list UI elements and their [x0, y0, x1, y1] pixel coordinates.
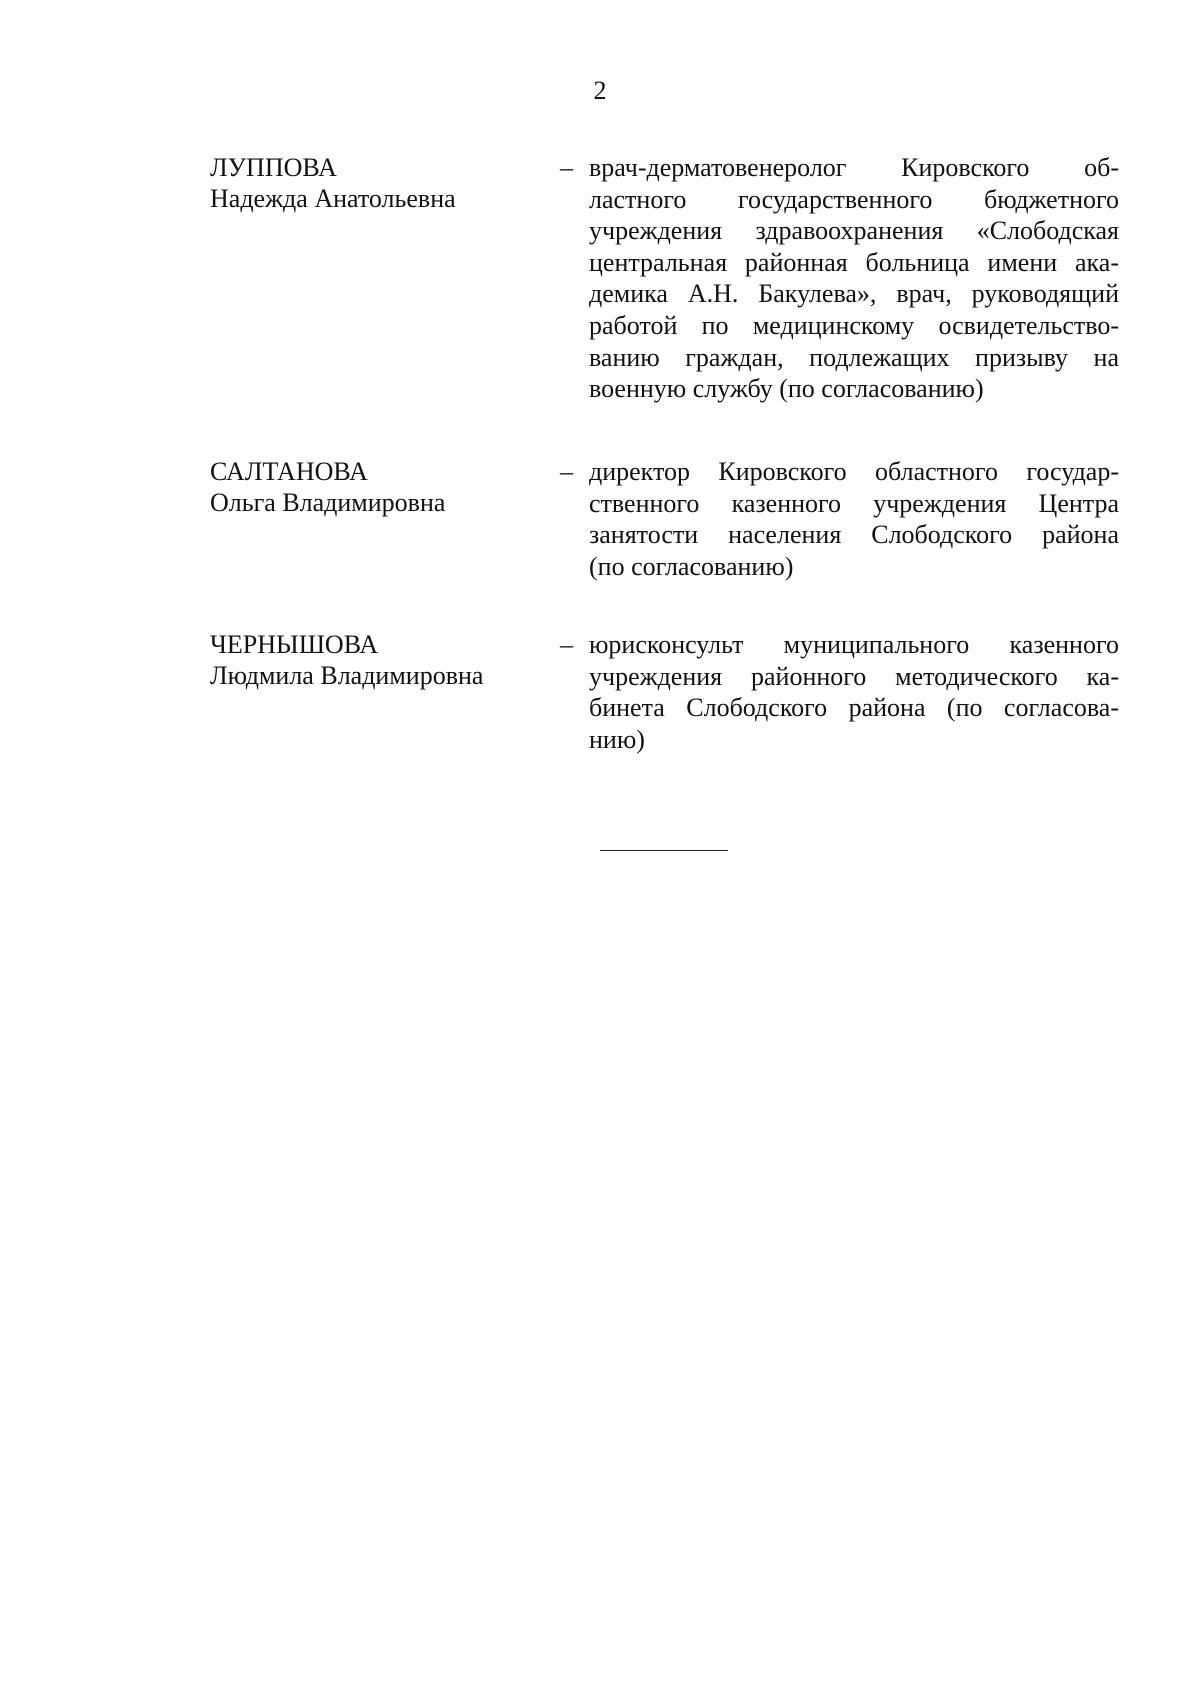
member-description	[589, 629, 1119, 755]
description-line: учреждения районного методического ка-	[589, 661, 1119, 691]
description-line: нию)	[589, 724, 645, 754]
member-surname: ЛУППОВА	[210, 153, 337, 182]
member-name	[210, 152, 540, 214]
description-line: центральная районная больница имени ака-	[589, 247, 1119, 277]
description-line: занятости населения Слободского района	[589, 520, 1119, 550]
member-name	[210, 456, 540, 518]
description-line: работой по медицинскому освидетельство-	[589, 310, 1119, 340]
member-given-names: Ольга Владимировна	[210, 488, 446, 517]
description-line: врач-дерматовенеролог Кировского об-	[589, 153, 1119, 182]
description-line: директор Кировского областного государ-	[589, 457, 1119, 486]
member-name	[210, 629, 540, 691]
description-line: ластного государственного бюджетного	[589, 184, 1119, 214]
description-line: юрисконсульт муниципального казенного	[589, 630, 1119, 659]
member-surname: САЛТАНОВА	[210, 457, 368, 486]
description-line: ственного казенного учреждения Центра	[589, 488, 1119, 518]
end-divider-line	[600, 850, 728, 851]
member-given-names: Людмила Владимировна	[210, 661, 484, 690]
member-given-names: Надежда Анатольевна	[210, 184, 456, 213]
entry-dash: –	[560, 153, 573, 182]
page-number: 2	[593, 76, 607, 105]
description-line: демика А.Н. Бакулева», врач, руководящий	[589, 279, 1119, 309]
entry-dash: –	[560, 457, 573, 486]
description-line: учреждения здравоохранения «Слободская	[589, 216, 1119, 246]
member-description	[589, 152, 1119, 405]
description-line: бинета Слободского района (по согласова-	[589, 693, 1119, 723]
description-line: ванию граждан, подлежащих призыву на	[589, 342, 1119, 372]
member-description	[589, 456, 1119, 582]
entry-dash: –	[560, 630, 573, 659]
description-line: (по согласованию)	[589, 551, 794, 581]
member-surname: ЧЕРНЫШОВА	[210, 630, 379, 659]
description-line: военную службу (по согласованию)	[589, 374, 984, 404]
